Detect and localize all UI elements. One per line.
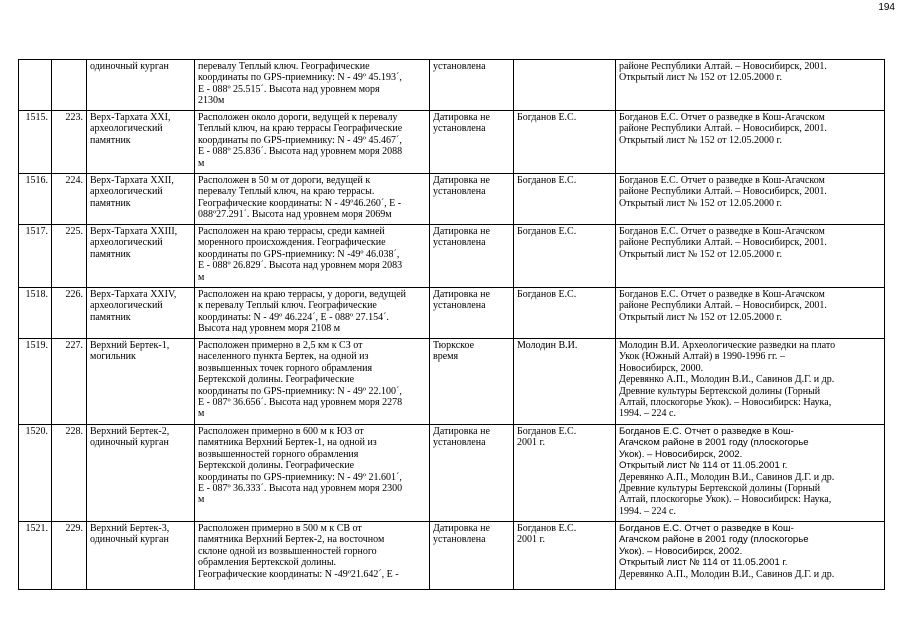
cell-text-line: могильник (90, 351, 136, 363)
cell-text-line: моренного происхождения. Географические (198, 237, 386, 249)
cell-text-line: Богданов Е.С. Отчет о разведке в Кош-Агачском (619, 289, 825, 300)
registry-number-cell: 1516. (19, 174, 52, 225)
cell-text-line: Датировка не (433, 289, 490, 300)
cell-text-line: 2001 г. (517, 437, 545, 449)
cell-text-line: установлена (433, 534, 486, 546)
local-number-cell: 226. (52, 288, 87, 339)
registry-number-cell: 1518. (19, 288, 52, 339)
cell-text-line: Верх-Тархата XXI, (90, 112, 171, 123)
cell-text-line: Богданов Е.С. Отчет о разведке в Кош-Агачском (619, 175, 825, 186)
cell-text-line: археологический (90, 300, 163, 312)
local-number-cell (52, 60, 87, 111)
location-cell (195, 225, 430, 288)
cell-text-line: одиночный курган (90, 437, 169, 449)
registry-number-cell: 1521. (19, 522, 52, 590)
monuments-table (18, 59, 885, 590)
cell-text-line: Открытый лист № 114 от 11.05.2001 г. (619, 557, 788, 569)
cell-text-line: Древние культуры Бертекской долины (Горный (619, 483, 821, 495)
cell-text-line: Верх-Тархата XXIV, (90, 289, 177, 300)
cell-text-line: Богданов Е.С. Отчет о разведке в Кош-Агачском (619, 112, 825, 123)
author-cell (514, 174, 616, 225)
location-cell (195, 522, 430, 590)
cell-text-line: установлена (433, 186, 486, 198)
cell-text-line: одиночный курган (90, 534, 169, 546)
cell-text-line: E - 088º 25.836´. Высота над уровнем моря 2088 (198, 146, 403, 158)
cell-text-line: Деревянко А.П., Молодин В.И., Савинов Д.Г. и др. (619, 568, 835, 580)
cell-text-line: Молодин В.И. Археологические разведки на плато (619, 340, 836, 351)
cell-text-line: координаты по GPS-приемнику: N - 49º 22.100´, (198, 385, 402, 397)
author-cell (514, 288, 616, 339)
cell-text-line: памятник (90, 197, 131, 209)
cell-text-line: Алтай, плоскогорье Укок). – Новосибирск: Наука, (619, 494, 832, 506)
table-row (19, 522, 885, 590)
cell-text-line: установлена (433, 437, 486, 449)
author-cell (514, 60, 616, 111)
cell-text-line: районе Республики Алтай. – Новосибирск, 2001. (619, 61, 827, 72)
source-cell (616, 225, 885, 288)
registry-number-cell: 1520. (19, 425, 52, 522)
cell-text-line: памятника Верхний Бертек-1, на одной из (198, 437, 377, 449)
location-cell (195, 60, 430, 111)
registry-number-cell: 1519. (19, 339, 52, 425)
source-cell (616, 174, 885, 225)
cell-text-line: Богданов Е.С. (517, 426, 577, 437)
cell-text-line: Географические координаты: N -49º21.642´, E - (198, 568, 399, 580)
cell-text-line: координаты по GPS-приемнику: N - 49º 21.601´, (198, 471, 402, 483)
location-cell (195, 425, 430, 522)
cell-text-line: Деревянко А.П., Молодин В.И., Савинов Д.Г. и др. (619, 471, 835, 483)
cell-text-line: 1994. – 224 с. (619, 408, 676, 420)
cell-text-line: координаты: N - 49º 46.224´, E - 088º 27.154´. (198, 311, 389, 323)
cell-text-line: Расположен около дороги, ведущей к перевалу (198, 112, 398, 123)
cell-text-line: установлена (433, 123, 486, 135)
dating-cell (430, 225, 514, 288)
local-number-cell: 227. (52, 339, 87, 425)
cell-text-line: Деревянко А.П., Молодин В.И., Савинов Д.Г. и др. (619, 374, 835, 386)
cell-text-line: Расположен примерно в 500 м к СВ от (198, 523, 362, 534)
cell-text-line: Богданов Е.С. (517, 523, 577, 534)
monument-name-cell (87, 111, 195, 174)
monument-name-cell (87, 225, 195, 288)
location-cell (195, 174, 430, 225)
source-cell (616, 425, 885, 522)
cell-text-line: Расположен в 50 м от дороги, ведущей к (198, 175, 371, 186)
cell-text-line: Богданов Е.С. (517, 175, 577, 186)
dating-cell (430, 339, 514, 425)
cell-text-line: Бертекской долины. Географические (198, 460, 355, 472)
cell-text-line: Укок (Южный Алтай) в 1990-1996 гг. – (619, 351, 785, 363)
cell-text-line: Расположен на краю террасы, среди камней (198, 226, 385, 237)
cell-text-line: E - 087º 36.333´. Высота над уровнем моря 2300 (198, 483, 403, 495)
cell-text-line: Молодин В.И. (517, 340, 578, 351)
monument-name-cell (87, 174, 195, 225)
local-number-cell: 223. (52, 111, 87, 174)
cell-text-line: установлена (433, 237, 486, 249)
page-number: 194 (878, 2, 895, 13)
cell-text-line: одиночный курган (90, 61, 169, 72)
cell-text-line: памятник (90, 248, 131, 260)
cell-text-line: Открытый лист № 152 от 12.05.2000 г. (619, 311, 783, 323)
cell-text-line: Богданов Е.С. Отчет о разведке в Кош-Агачском (619, 226, 825, 237)
cell-text-line: археологический (90, 186, 163, 198)
cell-text-line: координаты по GPS-приемнику: N - 49º 45.193´, (198, 72, 402, 84)
author-cell (514, 225, 616, 288)
cell-text-line: населенного пункта Бертек, на одной из (198, 351, 369, 363)
cell-text-line: Датировка не (433, 226, 490, 237)
cell-text-line: E - 088º 25.515´. Высота над уровнем моря (198, 83, 380, 95)
source-cell (616, 339, 885, 425)
table-row (19, 60, 885, 111)
cell-text-line: м (198, 157, 205, 169)
cell-text-line: Верхний Бертек-1, (90, 340, 170, 351)
cell-text-line: E - 088º 26.829´. Высота над уровнем моря 2083 (198, 260, 403, 272)
cell-text-line: к перевалу Теплый ключ. Географические (198, 300, 377, 312)
local-number-cell: 229. (52, 522, 87, 590)
cell-text-line: Древние культуры Бертекской долины (Горный (619, 385, 821, 397)
source-cell (616, 60, 885, 111)
cell-text-line: Датировка не (433, 523, 490, 534)
table-row (19, 425, 885, 522)
cell-text-line: Открытый лист № 114 от 11.05.2001 г. (619, 460, 788, 472)
cell-text-line: районе Республики Алтай. – Новосибирск, 2001. (619, 237, 827, 249)
table-row (19, 339, 885, 425)
cell-text-line: памятник (90, 134, 131, 146)
dating-cell (430, 288, 514, 339)
cell-text-line: археологический (90, 237, 163, 249)
cell-text-line: 088º27.291´. Высота над уровнем моря 2069м (198, 209, 392, 221)
cell-text-line: Верхний Бертек-2, (90, 426, 170, 437)
cell-text-line: Датировка не (433, 112, 490, 123)
cell-text-line: обрамления Бертекской долины. (198, 557, 337, 569)
cell-text-line: районе Республики Алтай. – Новосибирск, 2001. (619, 123, 827, 135)
cell-text-line: E - 087º 36.656´. Высота над уровнем моря 2278 (198, 397, 403, 409)
dating-cell (430, 425, 514, 522)
local-number-cell: 225. (52, 225, 87, 288)
cell-text-line: Богданов Е.С. Отчет о разведке в Кош- (619, 523, 794, 534)
cell-text-line: Богданов Е.С. (517, 112, 577, 123)
cell-text-line: Открытый лист № 152 от 12.05.2000 г. (619, 248, 783, 260)
cell-text-line: Открытый лист № 152 от 12.05.2000 г. (619, 197, 783, 209)
cell-text-line: Богданов Е.С. (517, 289, 577, 300)
monument-name-cell (87, 339, 195, 425)
cell-text-line: Укок). – Новосибирск, 2002. (619, 448, 743, 460)
cell-text-line: памятника Верхний Бертек-2, на восточном (198, 534, 385, 546)
table-row (19, 288, 885, 339)
cell-text-line: координаты по GPS-приемнику: N -49º 46.038´, (198, 248, 400, 260)
dating-cell (430, 60, 514, 111)
author-cell (514, 339, 616, 425)
cell-text-line: Верхний Бертек-3, (90, 523, 170, 534)
source-cell (616, 522, 885, 590)
cell-text-line: памятник (90, 311, 131, 323)
location-cell (195, 288, 430, 339)
author-cell (514, 425, 616, 522)
cell-text-line: Новосибирск, 2000. (619, 362, 704, 374)
source-cell (616, 288, 885, 339)
cell-text-line: склоне одной из возвышенностей горного (198, 545, 377, 557)
cell-text-line: районе Республики Алтай. – Новосибирск, 2001. (619, 300, 827, 312)
cell-text-line: Расположен примерно в 600 м к ЮЗ от (198, 426, 364, 437)
monument-name-cell (87, 425, 195, 522)
local-number-cell: 228. (52, 425, 87, 522)
cell-text-line: Агачском районе в 2001 году (плоскогорье (619, 437, 809, 449)
cell-text-line: установлена (433, 300, 486, 312)
cell-text-line: Верх-Тархата XXIII, (90, 226, 178, 237)
cell-text-line: Высота над уровнем моря 2108 м (198, 323, 341, 335)
registry-number-cell: 1515. (19, 111, 52, 174)
cell-text-line: координаты по GPS-приемнику: N - 49º 45.467´, (198, 134, 402, 146)
cell-text-line: Расположен примерно в 2,5 км к СЗ от (198, 340, 363, 351)
cell-text-line: Тюркское (433, 340, 475, 351)
cell-text-line: 2001 г. (517, 534, 545, 546)
source-cell (616, 111, 885, 174)
cell-text-line: Богданов Е.С. Отчет о разведке в Кош- (619, 426, 794, 437)
cell-text-line: Верх-Тархата XXII, (90, 175, 174, 186)
cell-text-line: Укок). – Новосибирск, 2002. (619, 545, 743, 557)
dating-cell (430, 522, 514, 590)
registry-number-cell: 1517. (19, 225, 52, 288)
registry-number-cell (19, 60, 52, 111)
cell-text-line: Богданов Е.С. (517, 226, 577, 237)
cell-text-line: Теплый ключ, на краю террасы Географические (198, 123, 403, 135)
monument-name-cell (87, 522, 195, 590)
table-body (19, 60, 885, 590)
cell-text-line: перевалу Теплый ключ. Географические (198, 61, 370, 72)
location-cell (195, 339, 430, 425)
cell-text-line: 1994. – 224 с. (619, 505, 676, 517)
table-row (19, 111, 885, 174)
table-row (19, 174, 885, 225)
dating-cell (430, 111, 514, 174)
cell-text-line: Датировка не (433, 426, 490, 437)
cell-text-line: Алтай, плоскогорье Укок). – Новосибирск: Наука, (619, 397, 832, 409)
cell-text-line: Открытый лист № 152 от 12.05.2000 г. (619, 134, 783, 146)
cell-text-line: м (198, 494, 205, 506)
cell-text-line: перевалу Теплый ключ, на краю террасы. (198, 186, 375, 198)
cell-text-line: Открытый лист № 152 от 12.05.2000 г. (619, 72, 783, 84)
cell-text-line: Географические координаты: N - 49º46.260´, E - (198, 197, 402, 209)
cell-text-line: возвышенностей горного обрамления (198, 448, 359, 460)
local-number-cell: 224. (52, 174, 87, 225)
location-cell (195, 111, 430, 174)
dating-cell (430, 174, 514, 225)
monument-name-cell (87, 60, 195, 111)
author-cell (514, 522, 616, 590)
cell-text-line: время (433, 351, 459, 363)
author-cell (514, 111, 616, 174)
cell-text-line: м (198, 408, 205, 420)
cell-text-line: возвышенных точек горного обрамления (198, 362, 373, 374)
cell-text-line: Датировка не (433, 175, 490, 186)
cell-text-line: районе Республики Алтай. – Новосибирск, 2001. (619, 186, 827, 198)
cell-text-line: 2130м (198, 95, 225, 107)
cell-text-line: Агачском районе в 2001 году (плоскогорье (619, 534, 809, 546)
table-row (19, 225, 885, 288)
cell-text-line: Бертекской долины. Географические (198, 374, 355, 386)
cell-text-line: археологический (90, 123, 163, 135)
cell-text-line: м (198, 271, 205, 283)
cell-text-line: Расположен на краю террасы, у дороги, ведущей (198, 289, 407, 300)
monument-name-cell (87, 288, 195, 339)
cell-text-line: установлена (433, 61, 486, 72)
